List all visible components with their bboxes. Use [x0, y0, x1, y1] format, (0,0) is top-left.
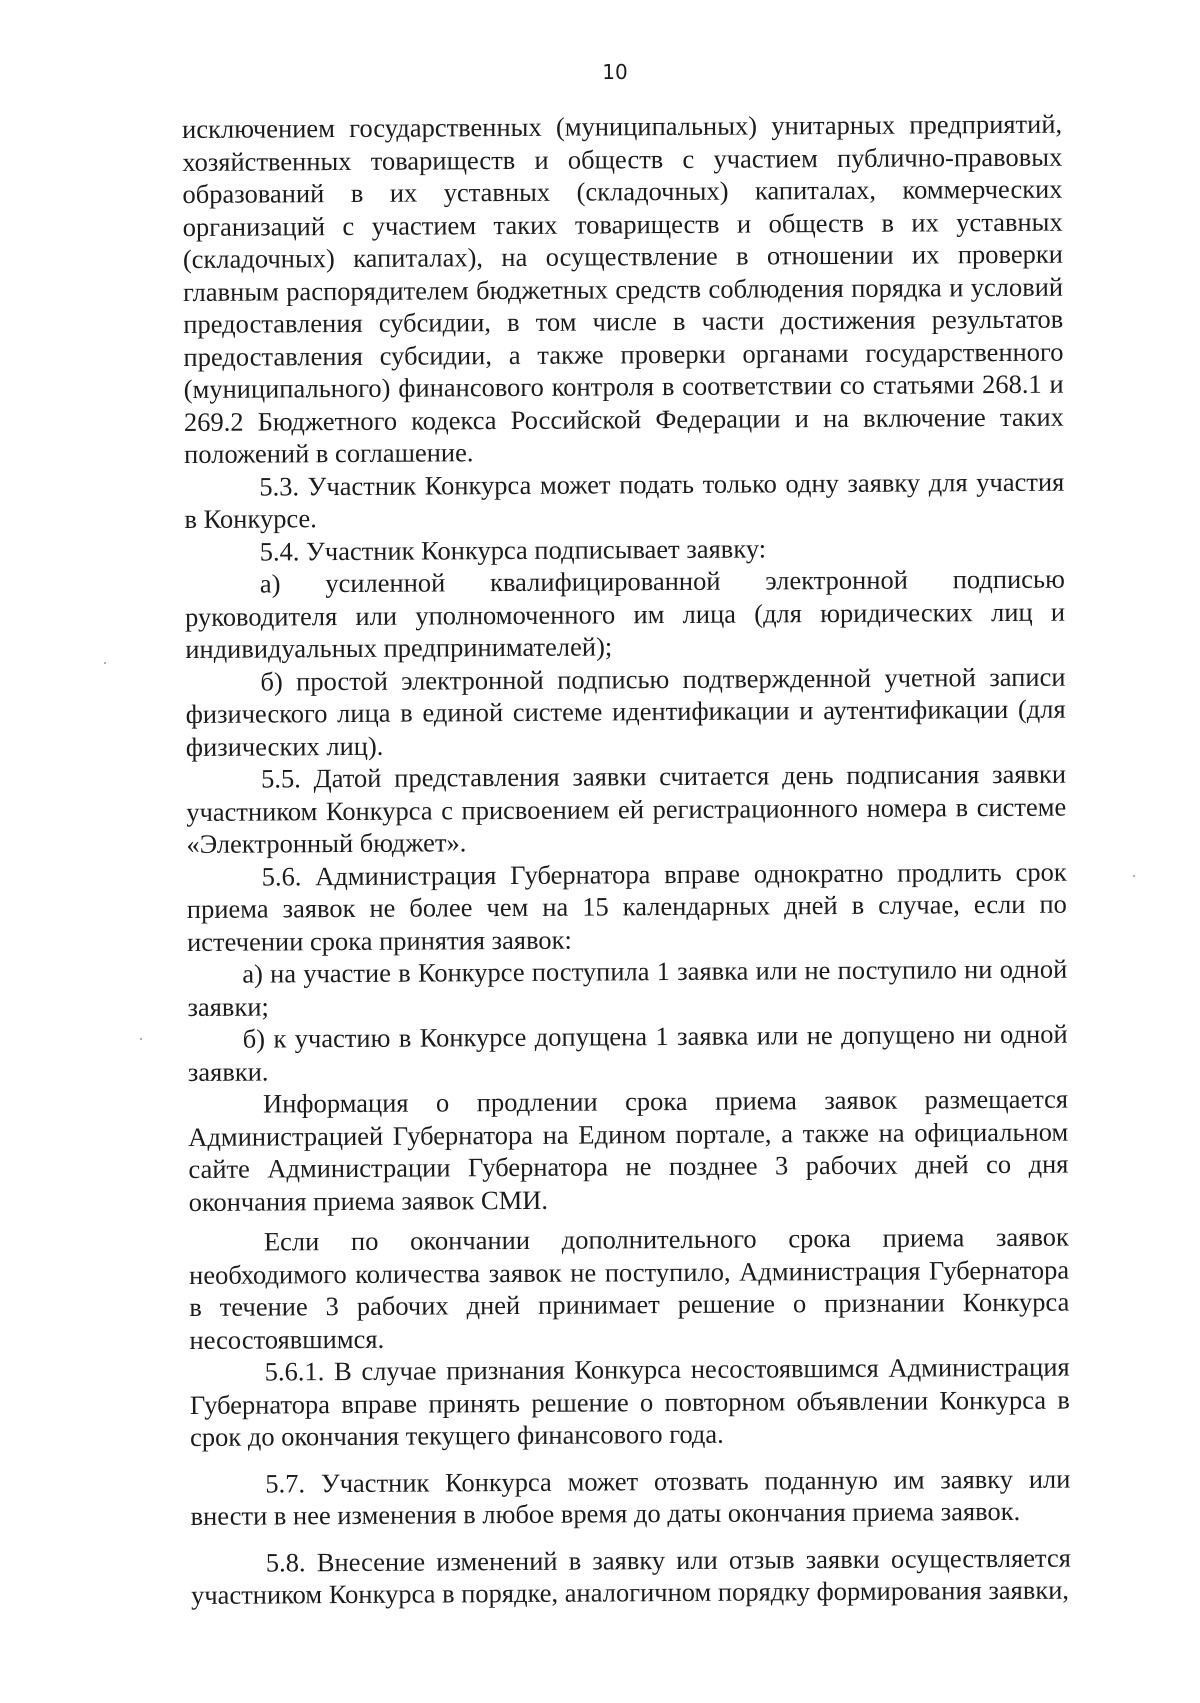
paragraph-5-6-a: а) на участие в Конкурсе поступила 1 заявка или не поступило ни одной заявки;: [187, 953, 1068, 1022]
page-number: 10: [602, 60, 628, 84]
paragraph-5-4-b: б) простой электронной подписью подтвержденной учетной записи физического лица в единой системе идентификации и аутентификации (для физических лиц).: [185, 661, 1066, 762]
paragraph-5-7: 5.7. Участник Конкурса может отозвать поданную им заявку или внести в нее изменения в любое время до даты окончания приема заявок.: [190, 1463, 1071, 1531]
paragraph-not-held: Если по окончании дополнительного срока приема заявок необходимого количества заявок не поступило, Администрация Губернатора в течение 3 рабочих дней принимает решение о признании Конкурса несостоявшимся.: [189, 1221, 1070, 1355]
paragraph-5-3: 5.3. Участник Конкурса может подать только одну заявку для участия в Конкурсе.: [184, 466, 1065, 534]
paragraph-5-4: 5.4. Участник Конкурса подписывает заявку:: [259, 532, 767, 567]
paragraph-5-5: 5.5. Датой представления заявки считается день подписания заявки участником Конкурса с присвоением ей регистрационного номера в системе «Электронный бюджет».: [186, 758, 1067, 859]
scan-speck: [104, 662, 106, 664]
paragraph-continuation: исключением государственных (муниципальных) унитарных предприятий, хозяйственных товариществ и обществ с участием публично-правовых образований в их уставных (складочных) капиталах, коммерческих организаций с участием таких товариществ и обществ в их уставных (складочных) капиталах), на осуществление в отношении их проверки главным распорядителем бюджетных средств соблюдения порядка и условий предоставления субсидии, в том числе в части достижения результатов предоставления субсидии, а также проверки органами государственного (муниципального) финансового контроля в соответствии со статьями 268.1 и 269.2 Бюджетного кодекса Российской Федерации и на включение таких положений в соглашение.: [182, 108, 1064, 469]
paragraph-5-4-a: а) усиленной квалифицированной электронной подписью руководителя или уполномоченного им лица (для юридических лиц и индивидуальных предпринимателей);: [184, 563, 1066, 664]
paragraph-5-6-1: 5.6.1. В случае признания Конкурса несостоявшимся Администрация Губернатора вправе принять решение о повторном объявлении Конкурса в срок до окончания текущего финансового года.: [189, 1351, 1070, 1452]
paragraph-5-6-b: б) к участию в Конкурсе допущена 1 заявка или не допущено ни одной заявки.: [187, 1018, 1068, 1087]
paragraph-extension-info: Информация о продлении срока приема заявок размещается Администрацией Губернатора на Едином портале, а также на официальном сайте Администрации Губернатора не позднее 3 рабочих дней со дня окончания приема заявок СМИ.: [188, 1083, 1069, 1217]
scan-speck: [1133, 875, 1135, 877]
scan-speck: [140, 1038, 142, 1040]
paragraph-5-8: 5.8. Внесение изменений в заявку или отзыв заявки осуществляется участником Конкурса в порядке, аналогичном порядку формирования заявки,: [190, 1542, 1071, 1610]
paragraph-5-6: 5.6. Администрация Губернатора вправе однократно продлить срок приема заявок не более чем на 15 календарных дней в случае, если по истечении срока принятия заявок:: [186, 856, 1067, 957]
document-body: [182, 108, 1071, 1612]
